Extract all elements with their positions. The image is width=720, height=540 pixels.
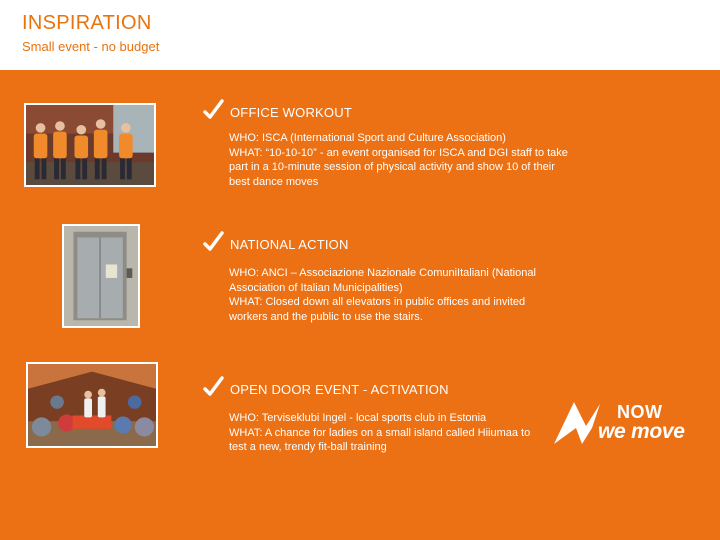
office-workout-photo xyxy=(24,103,156,187)
section-body-open-door-event xyxy=(229,411,530,455)
section-line: WHAT: A chance for ladies on a small island called Hiiumaa to xyxy=(229,426,531,439)
checkmark-icon xyxy=(203,376,225,400)
section-heading-office-workout: OFFICE WORKOUT xyxy=(230,105,352,120)
section-heading-open-door-event: OPEN DOOR EVENT - ACTIVATION xyxy=(230,382,449,397)
open-door-event-photo xyxy=(26,362,158,448)
checkmark-icon xyxy=(203,231,225,255)
section-body-office-workout xyxy=(229,131,568,189)
logo-line2: we move xyxy=(598,420,685,443)
section-heading-national-action: NATIONAL ACTION xyxy=(230,237,349,252)
section-line: WHAT: Closed down all elevators in public offices and invited xyxy=(229,296,526,308)
page-title: INSPIRATION xyxy=(22,12,152,34)
section-line: workers and the public to use the stairs. xyxy=(229,310,423,323)
section-line: WHAT: “10-10-10” - an event organised for ISCA and DGI staff to take xyxy=(229,146,568,159)
section-line: best dance moves xyxy=(229,175,319,188)
section-line: test a new, trendy fit-ball training xyxy=(229,441,387,453)
section-line: WHO: ANCI – Associazione Nazionale ComuniItaliani (National xyxy=(229,267,536,279)
section-line: WHO: ISCA (International Sport and Culture Association) xyxy=(229,132,506,144)
section-line: WHO: Terviseklubi Ingel - local sports club in Estonia xyxy=(229,412,487,424)
section-line: Association of Italian Municipalities) xyxy=(229,281,403,294)
national-action-photo xyxy=(62,224,140,328)
slide-header xyxy=(0,0,720,70)
section-line: part in a 10-minute session of physical activity and show 10 of their xyxy=(229,161,555,173)
page-subtitle: Small event - no budget xyxy=(22,39,160,54)
logo-line1: NOW xyxy=(617,402,663,422)
checkmark-icon xyxy=(203,99,225,123)
section-body-national-action xyxy=(229,266,536,324)
